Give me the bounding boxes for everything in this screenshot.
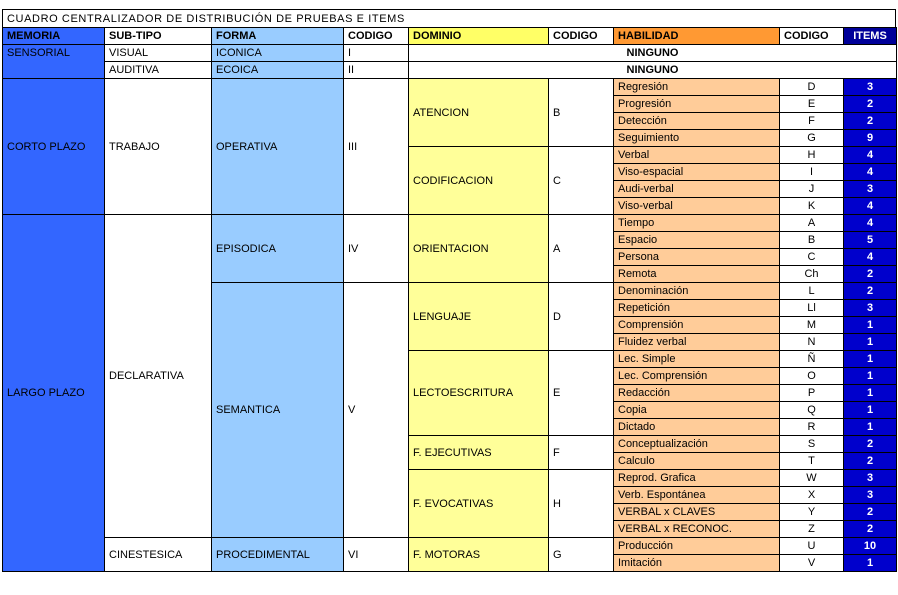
memoria-largo-plazo: LARGO PLAZO [3,215,105,572]
habilidad-items: 2 [844,504,897,521]
forma-iconica: ICONICA [212,45,344,62]
habilidad-items: 2 [844,283,897,300]
habilidad-items: 3 [844,79,897,96]
habilidad-code: Q [780,402,844,419]
habilidad-name: Viso-espacial [614,164,780,181]
header-memoria: MEMORIA [3,28,105,45]
habilidad-items: 4 [844,147,897,164]
habilidad-items: 1 [844,402,897,419]
habilidad-code: Z [780,521,844,538]
habilidad-name: Calculo [614,453,780,470]
habilidad-code: J [780,181,844,198]
habilidad-name: Lec. Comprensión [614,368,780,385]
habilidad-name: VERBAL x RECONOC. [614,521,780,538]
habilidad-name: Copia [614,402,780,419]
habilidad-items: 3 [844,470,897,487]
habilidad-name: Viso-verbal [614,198,780,215]
habilidad-name: Imitación [614,555,780,572]
habilidad-items: 4 [844,249,897,266]
forma-procedimental: PROCEDIMENTAL [212,538,344,572]
habilidad-code: C [780,249,844,266]
ninguno-auditiva: NINGUNO [409,62,897,79]
codigo-dominio-h: H [549,470,614,538]
codigo-forma-iii: III [344,79,409,215]
codigo-dominio-f: F [549,436,614,470]
forma-operativa: OPERATIVA [212,79,344,215]
habilidad-code: A [780,215,844,232]
dominio-f-evocativas: F. EVOCATIVAS [409,470,549,538]
habilidad-items: 10 [844,538,897,555]
habilidad-name: Remota [614,266,780,283]
dominio-orientacion: ORIENTACION [409,215,549,283]
header-subtipo: SUB-TIPO [105,28,212,45]
habilidad-items: 2 [844,266,897,283]
habilidad-name: Detección [614,113,780,130]
habilidad-items: 2 [844,96,897,113]
header-items: ITEMS [844,28,897,45]
habilidad-items: 1 [844,419,897,436]
habilidad-name: Conceptualización [614,436,780,453]
dominio-atencion: ATENCION [409,79,549,147]
habilidad-code: S [780,436,844,453]
habilidad-items: 2 [844,436,897,453]
habilidad-items: 4 [844,215,897,232]
habilidad-name: Regresión [614,79,780,96]
habilidad-code: Ñ [780,351,844,368]
habilidad-items: 5 [844,232,897,249]
habilidad-items: 3 [844,300,897,317]
habilidad-code: P [780,385,844,402]
distribution-table [2,27,897,572]
subtipo-cinestesica: CINESTESICA [105,538,212,572]
habilidad-name: Denominación [614,283,780,300]
habilidad-code: U [780,538,844,555]
codigo-dominio-b: B [549,79,614,147]
habilidad-code: X [780,487,844,504]
forma-episodica: EPISODICA [212,215,344,283]
habilidad-code: T [780,453,844,470]
habilidad-code: G [780,130,844,147]
habilidad-code: N [780,334,844,351]
habilidad-name: Redacción [614,385,780,402]
habilidad-code: V [780,555,844,572]
habilidad-name: Repetición [614,300,780,317]
dominio-codificacion: CODIFICACION [409,147,549,215]
habilidad-code: F [780,113,844,130]
dominio-f-motoras: F. MOTORAS [409,538,549,572]
dominio-lectoescritura: LECTOESCRITURA [409,351,549,436]
habilidad-items: 2 [844,113,897,130]
habilidad-items: 1 [844,334,897,351]
habilidad-items: 1 [844,368,897,385]
codigo-forma-i: I [344,45,409,62]
habilidad-items: 1 [844,385,897,402]
habilidad-code: W [780,470,844,487]
codigo-dominio-e: E [549,351,614,436]
codigo-dominio-c: C [549,147,614,215]
header-codigo-forma: CODIGO [344,28,409,45]
habilidad-name: Seguimiento [614,130,780,147]
subtipo-declarativa: DECLARATIVA [105,215,212,538]
subtipo-visual: VISUAL [105,45,212,62]
habilidad-name: Lec. Simple [614,351,780,368]
subtipo-trabajo: TRABAJO [105,79,212,215]
habilidad-items: 3 [844,181,897,198]
habilidad-code: B [780,232,844,249]
codigo-forma-iv: IV [344,215,409,283]
habilidad-name: Verb. Espontánea [614,487,780,504]
habilidad-items: 1 [844,317,897,334]
subtipo-auditiva: AUDITIVA [105,62,212,79]
header-dominio: DOMINIO [409,28,549,45]
habilidad-name: Tiempo [614,215,780,232]
table-row [3,79,897,96]
habilidad-code: M [780,317,844,334]
dominio-lenguaje: LENGUAJE [409,283,549,351]
habilidad-code: R [780,419,844,436]
habilidad-code: O [780,368,844,385]
table-row [3,538,897,555]
memoria-sensorial: SENSORIAL [3,45,105,79]
habilidad-items: 2 [844,453,897,470]
codigo-dominio-d: D [549,283,614,351]
dominio-f-ejecutivas: F. EJECUTIVAS [409,436,549,470]
habilidad-name: VERBAL x CLAVES [614,504,780,521]
habilidad-code: H [780,147,844,164]
habilidad-name: Persona [614,249,780,266]
codigo-dominio-g: G [549,538,614,572]
habilidad-items: 9 [844,130,897,147]
habilidad-name: Producción [614,538,780,555]
habilidad-code: Y [780,504,844,521]
habilidad-code: Ch [780,266,844,283]
header-habilidad: HABILIDAD [614,28,780,45]
table-row [3,215,897,232]
codigo-forma-v: V [344,283,409,538]
table-row [3,45,897,62]
habilidad-code: I [780,164,844,181]
header-codigo-dominio: CODIGO [549,28,614,45]
habilidad-name: Fluidez verbal [614,334,780,351]
habilidad-name: Comprensión [614,317,780,334]
ninguno-visual: NINGUNO [409,45,897,62]
distribution-table-container [2,9,896,572]
table-title: CUADRO CENTRALIZADOR DE DISTRIBUCIÓN DE PRUEBAS E ITEMS [2,9,896,27]
habilidad-items: 1 [844,351,897,368]
habilidad-name: Espacio [614,232,780,249]
habilidad-items: 1 [844,555,897,572]
habilidad-name: Audi-verbal [614,181,780,198]
forma-semantica: SEMANTICA [212,283,344,538]
codigo-dominio-a: A [549,215,614,283]
habilidad-items: 3 [844,487,897,504]
header-codigo-habilidad: CODIGO [780,28,844,45]
habilidad-name: Dictado [614,419,780,436]
habilidad-code: K [780,198,844,215]
table-row [3,62,897,79]
header-forma: FORMA [212,28,344,45]
memoria-corto-plazo: CORTO PLAZO [3,79,105,215]
habilidad-name: Reprod. Grafica [614,470,780,487]
habilidad-items: 2 [844,521,897,538]
habilidad-name: Verbal [614,147,780,164]
habilidad-name: Progresión [614,96,780,113]
habilidad-code: D [780,79,844,96]
habilidad-code: Ll [780,300,844,317]
habilidad-items: 4 [844,198,897,215]
forma-ecoica: ECOICA [212,62,344,79]
habilidad-code: E [780,96,844,113]
codigo-forma-ii: II [344,62,409,79]
habilidad-items: 4 [844,164,897,181]
codigo-forma-vi: VI [344,538,409,572]
habilidad-code: L [780,283,844,300]
